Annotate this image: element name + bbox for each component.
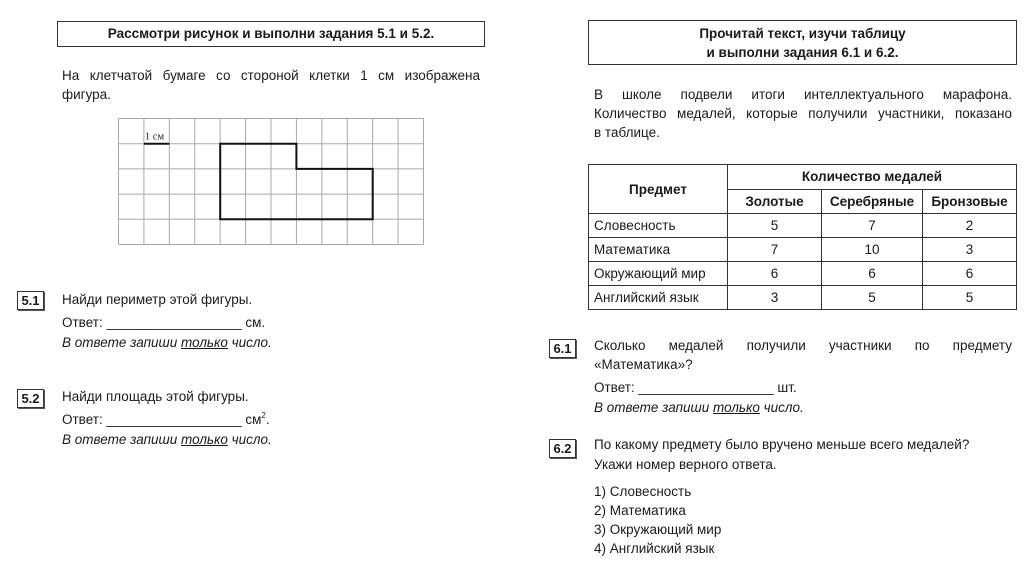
header-subject: Предмет (589, 165, 728, 214)
answer-unit: см (245, 412, 262, 427)
task-6-1-answer-row (594, 378, 797, 397)
table-row (589, 238, 1017, 262)
cell-subject: Английский язык (589, 286, 728, 310)
option-2[interactable]: 2) Математика (594, 503, 686, 518)
task-5-2-question: Найди площадь этой фигуры. (62, 389, 249, 404)
task-badge-5-1: 5.1 (17, 291, 44, 310)
option-4[interactable]: 4) Английский язык (594, 541, 715, 556)
header-bronze: Бронзовые (923, 189, 1017, 214)
task-6-1-question-line2: «Математика»? (594, 357, 693, 372)
task-5-1-note (62, 333, 272, 352)
section-6-intro-line1: В школе подвели итоги интеллектуального марафона. (594, 87, 1012, 102)
task-5-2-answer-row (62, 410, 270, 429)
note-text-end: число. (759, 400, 804, 415)
note-emphasis: только (181, 432, 228, 447)
note-emphasis: только (181, 335, 228, 350)
cell-silver: 6 (822, 262, 923, 286)
cell-subject: Словесность (589, 214, 728, 238)
note-text-end: число. (227, 432, 272, 447)
medals-table (588, 164, 1017, 310)
cell-silver: 7 (822, 214, 923, 238)
answer-blank-5-1[interactable]: __________________ (106, 315, 242, 330)
task-5-2-note (62, 430, 272, 449)
table-row (589, 262, 1017, 286)
section-6-intro-line2: Количество медалей, которые получили участники, показано (594, 106, 1012, 121)
cell-bronze: 3 (923, 238, 1017, 262)
note-text: В ответе запиши (62, 335, 182, 350)
cell-gold: 6 (728, 262, 822, 286)
task-6-2-question-line2: Укажи номер верного ответа. (594, 457, 777, 472)
section-6-header (588, 20, 1017, 65)
answer-unit-exponent: 2 (261, 411, 266, 420)
task-6-2-question-line1: По какому предмету было вручено меньше всего медалей? (594, 437, 970, 452)
section-5-header: Рассмотри рисунок и выполни задания 5.1 и 5.2. (57, 21, 485, 47)
cell-bronze: 5 (923, 286, 1017, 310)
answer-unit: шт. (777, 380, 797, 395)
note-text: В ответе запиши (62, 432, 182, 447)
section-5-intro-line2: фигура. (62, 87, 111, 102)
header-gold: Золотые (728, 189, 822, 214)
section-6-intro-line3: в таблице. (594, 125, 660, 140)
task-5-1-answer-row (62, 313, 265, 332)
cell-silver: 5 (822, 286, 923, 310)
section-6-header-line2: и выполни задания 6.1 и 6.2. (706, 45, 899, 60)
cell-gold: 5 (728, 214, 822, 238)
grid-lines (119, 119, 424, 245)
answer-label: Ответ: (62, 315, 103, 330)
answer-unit-period: . (265, 412, 270, 427)
option-3[interactable]: 3) Окружающий мир (594, 522, 722, 537)
task-5-1-question: Найди периметр этой фигуры. (62, 292, 253, 307)
cell-subject: Окружающий мир (589, 262, 728, 286)
note-text: В ответе запиши (594, 400, 714, 415)
table-row (589, 286, 1017, 310)
table-row (589, 214, 1017, 238)
answer-label: Ответ: (62, 412, 103, 427)
scale-label: 1 см (144, 131, 165, 143)
task-badge-5-2: 5.2 (17, 389, 44, 408)
section-5-intro: На клетчатой бумаге со стороной клетки 1 см изображена (62, 68, 480, 83)
cell-gold: 7 (728, 238, 822, 262)
answer-unit: см. (245, 315, 266, 330)
task-6-1-question-line1: Сколько медалей получили участники по предмету (594, 338, 1012, 353)
task-badge-6-1: 6.1 (549, 339, 576, 358)
table-header-row-1 (589, 165, 1017, 190)
note-text-end: число. (227, 335, 272, 350)
section-6-header-line1: Прочитай текст, изучи таблицу (699, 26, 906, 41)
header-silver: Серебряные (822, 189, 923, 214)
task-badge-6-2: 6.2 (549, 439, 576, 458)
cell-silver: 10 (822, 238, 923, 262)
option-1[interactable]: 1) Словесность (594, 484, 692, 499)
cell-bronze: 2 (923, 214, 1017, 238)
answer-label: Ответ: (594, 380, 635, 395)
task-6-1-note (594, 398, 804, 417)
answer-blank-6-1[interactable]: __________________ (638, 380, 774, 395)
note-emphasis: только (713, 400, 760, 415)
task-6-2-options (594, 482, 721, 558)
cell-subject: Математика (589, 238, 728, 262)
answer-blank-5-2[interactable]: __________________ (106, 412, 242, 427)
grid-figure (118, 118, 424, 245)
cell-bronze: 6 (923, 262, 1017, 286)
cell-gold: 3 (728, 286, 822, 310)
header-medal-count: Количество медалей (728, 165, 1017, 190)
